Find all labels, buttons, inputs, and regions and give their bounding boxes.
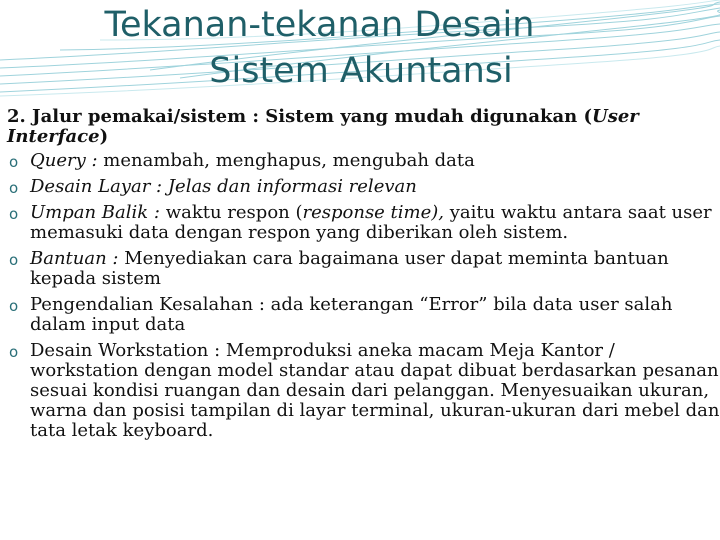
item-term: Bantuan : <box>30 248 119 269</box>
item-text: Pengendalian Kesalahan : ada keterangan “Error” bila data user salah dalam input data <box>30 294 673 335</box>
item-text: menambah, menghapus, mengubah data <box>97 150 475 171</box>
slide-body <box>7 107 720 447</box>
slide-title <box>0 2 720 94</box>
item-term: Query : <box>30 150 98 171</box>
list-item-umpan-balik <box>7 203 720 243</box>
title-line-2: Sistem Akuntansi <box>209 51 513 91</box>
item-text-a: waktu respon ( <box>159 202 303 223</box>
list-item-query <box>7 151 720 171</box>
bullet-icon: o <box>9 251 19 269</box>
heading-italic: User Interface <box>7 106 639 147</box>
item-text-italic: response time), <box>302 202 445 223</box>
item-text: Menyediakan cara bagaimana user dapat meminta bantuan kepada sistem <box>30 248 669 289</box>
item-text-c: yaitu waktu antara saat user memasuki data dengan respon yang diberikan oleh sistem. <box>30 202 712 243</box>
item-text: Desain Workstation : Memproduksi aneka macam Meja Kantor / workstation dengan model standar atau dapat dibuat berdasarkan pesanan sesuai kondisi ruangan dan desain dari pelanggan. Menyesuaikan ukuran, warna dan posisi tampilan di layar terminal, ukuran-ukuran dari mebel dan tata letak keyboard. <box>30 340 720 441</box>
bullet-icon: o <box>9 297 19 315</box>
list-item-desain-layar <box>7 177 720 197</box>
heading-prefix: 2. Jalur pemakai/sistem : Sistem yang mudah digunakan ( <box>7 106 592 127</box>
item-term: Umpan Balik : <box>30 202 160 223</box>
heading-suffix: ) <box>99 126 109 147</box>
list-item-desain-workstation <box>7 341 720 441</box>
bullet-icon: o <box>9 179 19 197</box>
item-term: Desain Layar : Jelas dan informasi relevan <box>30 176 417 197</box>
section-heading <box>7 107 720 147</box>
list-item-bantuan <box>7 249 720 289</box>
bullet-list <box>7 151 720 441</box>
bullet-icon: o <box>9 205 19 223</box>
list-item-pengendalian-kesalahan <box>7 295 720 335</box>
title-line-1: Tekanan-tekanan Desain <box>104 5 535 45</box>
bullet-icon: o <box>9 343 19 361</box>
bullet-icon: o <box>9 153 19 171</box>
